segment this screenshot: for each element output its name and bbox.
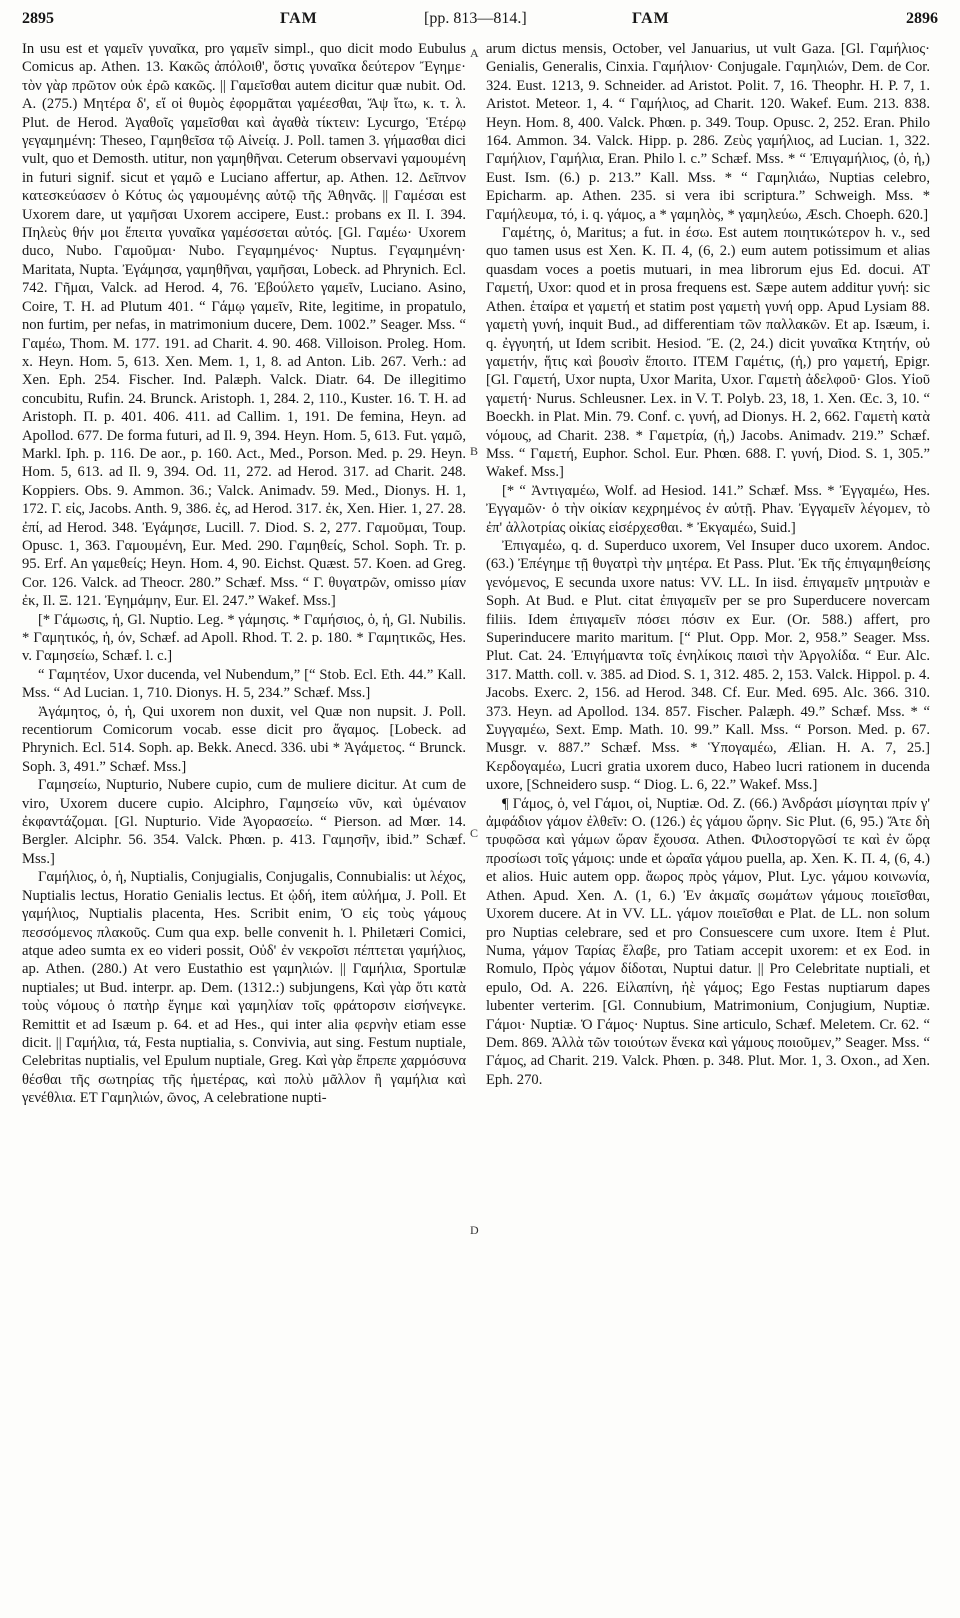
entry-gameseio: Γαμησείω, Nupturio, Nubere cupio, cum de muliere dicitur. At cum de viro, Uxorem ducere cupio. Alciphro, Γαμησείω νῦν, καὶ ὑμέναιον ἐκφαντάζομαι. [Gl. Nupturio. Vide Ἀγορασείω. “ Pierson. ad Mœr. 14. Bergler. Alciphr. 56. 354. Valck. Phœn. p. 413. Γαμησῆν, ibid.” Schæf. Mss.] <box>22 777 466 867</box>
entry-gamos: ¶ Γάμος, ὁ, vel Γάμοι, οἱ, Nuptiæ. Od. Z. (66.) Ἀνδράσι μίσγηται πρίν γ' ἀμφάδιον γάμον ἐλθεῖν: O. (126.) ἐς γάμου ὥρην. Sic Plut. (6, 95.) Ἅτε δὴ τρυφῶσα καὶ γάμων ὥραν ἔχουσα. Athen. Φιλοστοργῶσί τε καὶ ἐν ὥρᾳ προσίωσι τοῖς γάμοις: unde et ὡραῖα γάμου puella, ap. Xen. K. Π. 4, (6, 4.) et alios. Huic autem opp. ἄωρος πρὸς γάμον, Plut. Lyc. γάμου κοινωνία, Athen. Apud. Xen. Λ. (1, 6.) Ἐν ἀκμαῖς σωμάτων γάμους ποιεῖσθαι, Uxorem ducere. At in VV. LL. γάμον ποιεῖσθαι e Plat. de LL. non solum pro Nuptias celebrare, sed et pro Consuescere cum uxore. Item ἑ Plut. Numa, γάμον Ταρίας ἔλαβε, pro Tatiam accepit uxorem: et ex Eod. in Romulo, Πρὸς γάμον δίδοται, Nuptui datur. || Pro Celebritate nuptiali, et epulo, Od. A. 226. Εἰλαπίνη, ἠὲ γάμος; Ego Festas nuptiarum dapes lubenter verterim. [Gl. Connubium, Matrimonium, Conjugium, Nuptiæ. Γάμοι· Nuptiæ. Ὁ Γάμος· Nuptus. Sine articulo, Schæf. Meletem. Cr. 62. “ Dem. 869. Ἀλλὰ τῶν τοιούτων ἕνεκα καὶ γάμους ποιοῦμεν,” Seager. Mss. “ Γάμος, ad Charit. 219. Valck. Phœn. p. 348. Plut. Mor. 1, 3. Oxon., ad Xen. Eph. 270. <box>486 795 930 1088</box>
left-page-number: 2895 <box>22 10 54 27</box>
right-column <box>486 40 930 1089</box>
right-page-number: 2896 <box>906 10 938 27</box>
column-marker-a: A <box>470 46 479 60</box>
column-marker-c: C <box>470 826 479 840</box>
left-column <box>22 40 466 1108</box>
entry-gameteon: “ Γαμητέον, Uxor ducenda, vel Nubendum,” [“ Stob. Ecl. Eth. 44.” Kall. Mss. “ Ad Lucian. 1, 710. Dionys. H. 5, 234.” Schæf. Mss.] <box>22 666 466 702</box>
entry-agametos: Ἀγάμητος, ὁ, ἡ, Qui uxorem non duxit, vel Quæ non nupsit. J. Poll. recentiorum Comicorum vocab. esse dicit pro ἄγαμος. [Lobeck. ad Phrynich. Ecl. 514. Soph. ap. Bekk. Anecd. 336. ubi * Ἀγάμετος. “ Brunck. Soph. 3, 491.” Schæf. Mss.] <box>22 703 466 775</box>
page-header <box>22 6 938 40</box>
entry-gameo-continued: In usu est et γαμεῖν γυναῖκα, pro γαμεῖν simpl., quo dicit modo Eubulus Comicus ap. Athen. 13. Κακῶς ἀπόλοιθ', ὅστις γυναῖκα δεύτερον Ἔγημε· τὸν γὰρ πρῶτον οὐκ ἐρῶ κακῶς. || Γαμεῖσθαι autem dicitur quæ nubit. Od. A. (275.) Μητέρα δ', εἴ οἱ θυμὸς ἐφορμᾶται γαμέεσθαι, Ἄψ ἴτω, κ. τ. λ. Plut. de Herod. Ἀγαθοῖς γαμεῖσθαι καὶ ἀγαθὰ τίκτειν: Lycurgo, Ἑτέρῳ γεγαμημένη: Theseo, Γαμηθεῖσα τῷ Αἰνείᾳ. J. Poll. tamen 3. γήμασθαι dici vult, quo et Demosth. utitur, non γαμηθῆναι. Ceterum observavi γαμουμένη in futuri signif. sicut et γαμῶ e Luciano affertur, ap. Athen. 12. Δεῖπνον κατεσκεύασεν ὁ Κότυς ὡς γαμουμένης αὐτῷ τῆς Ἀθηνᾶς. || Γαμέσαι est Uxorem dare, ut γαμῆσαι Uxorem accipere, Eust.: probans ex Il. I. 394. Πηλεὺς θήν μοι ἔπειτα γυναῖκα γαμέσσεται αὐτός. [Gl. Γαμέω· Uxorem duco, Nubo. Γαμοῦμαι· Nubo. Γεγαμημένος· Nuptus. Γεγαμημένη· Maritata, Nupta. Ἐγάμησα, γαμηθῆναι, γαμῆσαι, Lobeck. ad Phrynich. Ecl. 742. Γῆμαι, Valck. ad Herod. 4, 76. Ἐβούλετο γαμεῖν, Luciano. Asino, Coire, T. H. ad Plutum 401. “ Γάμῳ γαμεῖν, Rite, legitime, in propatulo, non furtim, per nefas, in matrimonium ducere, Dem. 1002.” Seager. Mss. “ Γαμέω, Thom. M. 177. 191. ad Charit. 4. 90. 468. Villoison. Proleg. Hom. x. Heyn. Hom. 5, 613. Xen. Mem. 1, 1, 8. ad Anton. Lib. 267. Verh.: ad Xen. Eph. 254. Fischer. Ind. Palæph. Valck. Diatr. 64. De illegitimo concubitu, Rufin. 24. Brunck. Aristoph. 1, 284. 2, 110., Kuster. 16. T. H. ad Aristoph. Π. p. 401. 406. 411. ad Callim. 1, 191. De femina, Heyn. ad Apollod. 677. De forma futuri, ad Il. 9, 394. Heyn. Hom. 5, 613. Fut. γαμῶ, Markl. Iph. p. 116. De aor., p. 160. Act., Med., Porson. Med. p. 29. Heyn. Hom. 5, 613. ad Il. 9, 394. Od. 11, 272. ad Herod. 317. ad Charit. 248. Koppiers. Obs. 9. Ammon. 36.; Valck. Animadv. 59. Med., Dionys. H. 1, 172. Γ. εἰς, Jacobs. Anth. 9, 386. ἐς, ad Herod. 317. ἐκ, Xen. Hier. 1, 27. 28. ἐπί, ad Herod. 348. Ἐγάμησε, Lucill. 7. Diod. S. 2, 277. Γαμοῦμαι, Toup. Opusc. 1, 363. Γαμουμένη, Eur. Med. 290. Γαμηθείς, Schol. Soph. Tr. p. 95. Erf. An γαμεθείς; Heyn. Hom. 4, 90. Eichst. Quæst. 57. Koen. ad Greg. Cor. 126. Valck. ad Theocr. 280.” Schæf. Mss. “ Γ. θυγατρῶν, omisso μίαν ἐκ, Il. Ξ. 121. Ἐγημάμην, Eur. El. 247.” Wakef. Mss.] <box>22 41 466 610</box>
column-marker-b: B <box>470 444 479 458</box>
two-column-body <box>22 40 938 1610</box>
entry-antigameo: [* “ Ἀντιγαμέω, Wolf. ad Hesiod. 141.” Schæf. Mss. * Ἐγγαμέω, Hes. Ἐγγαμῶν· ὁ τὴν οἰκίαν κεχρημένος ἐν αὐτῇ. Phav. Ἐγγαμεῖν λέγομεν, τὸ ἐπ' ἀλλοτρίας οἰκίας εἰσέρχεσθαι. * Ἐκγαμέω, Suid.] <box>486 482 930 536</box>
entry-gametes: Γαμέτης, ὁ, Maritus; a fut. in έσω. Est autem ποιητικώτερον h. v., sed quo tamen usus est Xen. K. Π. 4, (6, 2.) eum autem potissimum et alias quasdam voces a poetis mutuari, in mea librorum ejus Ed. docui. ΑΤ Γαμετή, Uxor: quod et in prosa frequens est. Sæpe autem additur γυνή: sic Athen. ἑταίρα et γαμετή et statim post γαμετὴ γυνή opp. Apud Lysiam 88. γαμετὴ γυνή, inquit Bud., ad differentiam τῶν παλλακῶν. Et ap. Isæum, i. q. ἐγγυητή, ut Idem scribit. Hesiod. Ἔ. (2, 24.) dicit γυναῖκα Κτητήν, οὐ γαμετήν, ἥτις καὶ βουσὶν ἕποιτο. ΙΤΕΜ Γαμέτις, (ἡ,) pro γαμετή, Epigr. [Gl. Γαμετή, Uxor nupta, Uxor Marita, Uxor. Γαμετὴ ἀδελφοῦ· Glos. Υἱοῦ γαμετή· Nurus. Schleusner. Lex. in V. T. Polyb. 23, 18, 1. Xen. Œc. 3, 10. “ Boeckh. in Plat. Min. 79. Conf. c. γυνή, ad Dionys. H. 2, 662. Γαμετὴ κατὰ νόμους, ad Charit. 238. * Γαμετρία, (ἡ,) Jacobs. Animadv. 219.” Schæf. Mss. “ Γαμετή, Euphor. Schol. Eur. Phœn. 688. Γ. γυνή, Diod. S. 1, 305.” Wakef. Mss.] <box>486 225 930 481</box>
left-running-headword: ΓΑΜ <box>280 10 318 27</box>
entry-gamelios: Γαμήλιος, ὁ, ἡ, Nuptialis, Conjugialis, Conjugalis, Connubialis: ut λέχος, Nuptialis lectus, Horatio Genialis lectus. Et ᾠδή, item αὐλήμα, J. Poll. Et γαμήλιος, Nuptialis placenta, Hes. Scribit enim, Ὁ εἰς τοὺς γάμους πεσσόμενος πλακοῦς. Cum qua exp. belle convenit h. l. Philetæri Comici, atque adeo sumta ex eo videri possit, Οὐδ' ἐν νεκροῖσι πέπτεται γαμήλιος, ap. Athen. (280.) At vero Eustathio est γαμηλιών. || Γαμήλια, Sportulæ nuptiales; ut Bud. interpr. ap. Dem. (1312.:) subjungens, Καὶ γὰρ ὅτι κατὰ τοὺς νόμους ὁ πατὴρ ἔγημε καὶ γαμηλίαν τοῖς φράτορσιν εἰσήνεγκε. Remittit et ad Isæum p. 64. et ad Hes., qui inter alia φερνὴν etiam esse dicit. || Γαμήλια, τά, Festa nuptialia, s. Convivia, aut sing. Festum nuptiale, Celebritas nuptialis, vel Epulum nuptiale, Greg. Καὶ γὰρ ἔπρεπε χαρμόσυνα θέσθαι τῆς σωτηρίας τῆς ἡμετέρας, καὶ πολὺ μᾶλλον ἢ γαμήλια καὶ γενέθλια. ΕΤ Γαμηλιών, ῶνος, A celebratione nupti- <box>22 869 466 1107</box>
page-reference: [pp. 813—814.] <box>424 10 527 27</box>
right-running-headword: ΓΑΜ <box>632 10 670 27</box>
column-marker-d: D <box>470 1223 479 1237</box>
entry-epigameo: Ἐπιγαμέω, q. d. Superduco uxorem, Vel Insuper duco uxorem. Andoc. (63.) Ἐπέγημε τῇ θυγατρὶ τὴν μητέρα. Et Pass. Plut. Ἐκ τῆς ἐπιγαμηθείσης γενόμενος, E secunda uxore natus: VV. LL. In iisd. ἐπιγαμεῖν μητρυιὰν e Soph. At Bud. e Plut. citat ἐπιγαμεῖν per se pro Superducere novercam filiis. Idem ἐπιγαμεῖν πόσει πόσιν ex Eur. (Or. 588.) affert, pro Superinducere marito maritum. [“ Plut. Opp. Mor. 2, 958.” Seager. Mss. Plut. Cat. 24. Ἐπιγήμαντα τοῖς ἐνηλίκοις παισὶ τὴν Ἀργολίδα. “ Eur. Alc. 317. Matth. coll. v. 385. ad Diod. S. 1, 312. 485. 2, 153. Valck. Hippol. p. 4. Jacobs. Exerc. 2, 156. ad Herod. 348. Cf. Eur. Med. 695. Alc. 366. 310. 373. Heyn. ad Apollod. 134. 857. Fischer. Palæph. 49.” Schæf. Mss. * “ Συγγαμέω, Sext. Emp. Math. 10. 99.” Kall. Mss. “ Porson. Med. p. 67. Musgr. v. 887.” Schæf. Mss. * Ὑπογαμέω, Ælian. H. A. 7, 25.] Κερδογαμέω, Lucri gratia uxorem duco, Habeo lucri rationem in ducenda uxore, [Schneidero susp. “ Diog. L. 6, 22.” Wakef. Mss.] <box>486 537 930 794</box>
entry-gamosis: [* Γάμωσις, ἡ, Gl. Nuptio. Leg. * γάμησις. * Γαμήσιος, ὁ, ἡ, Gl. Nubilis. * Γαμητικός, ἡ, όν, Schæf. ad Apoll. Rhod. T. 2. p. 180. * Γαμητικῶς, Hes. v. Γαμησείω, Schæf. l. c.] <box>22 611 466 665</box>
entry-gamelion-continued: arum dictus mensis, October, vel Januarius, ut vult Gaza. [Gl. Γαμήλιος· Genialis, Generalis, Cinxia. Γαμήλιον· Conjugale. Γαμηλιών, Dem. de Cor. 324. Eust. 1213, 9. Schneider. ad Aristot. Polit. 7, 16. Theophr. H. P. 7, 1. Aristot. Meteor. 1, 4. “ Γαμήλιος, ad Charit. 120. Wakef. Eum. 213. 838. Heyn. Hom. 8, 400. Valck. Phœn. p. 349. Toup. Opusc. 2, 252. Eran. Philo 164. Ammon. 34. Valck. Hipp. p. 286. Ζεὺς γαμήλιος, ad Lucian. 1, 322. Γαμήλιον, Γαμήλια, Eran. Philo l. c.” Schæf. Mss. * “ Ἐπιγαμήλιος, (ὁ, ἡ,) Eust. Ism. (6.) p. 213.” Kall. Mss. * “ Γαμηλιάω, Nuptias celebro, Epicharm. ap. Athen. 235. si vera ibi scriptura.” Schweigh. Mss. * Γαμήλευμα, τό, i. q. γάμος, a * γαμηλὸς, * γαμηλεύω, Æsch. Choeph. 620.] <box>486 41 930 223</box>
